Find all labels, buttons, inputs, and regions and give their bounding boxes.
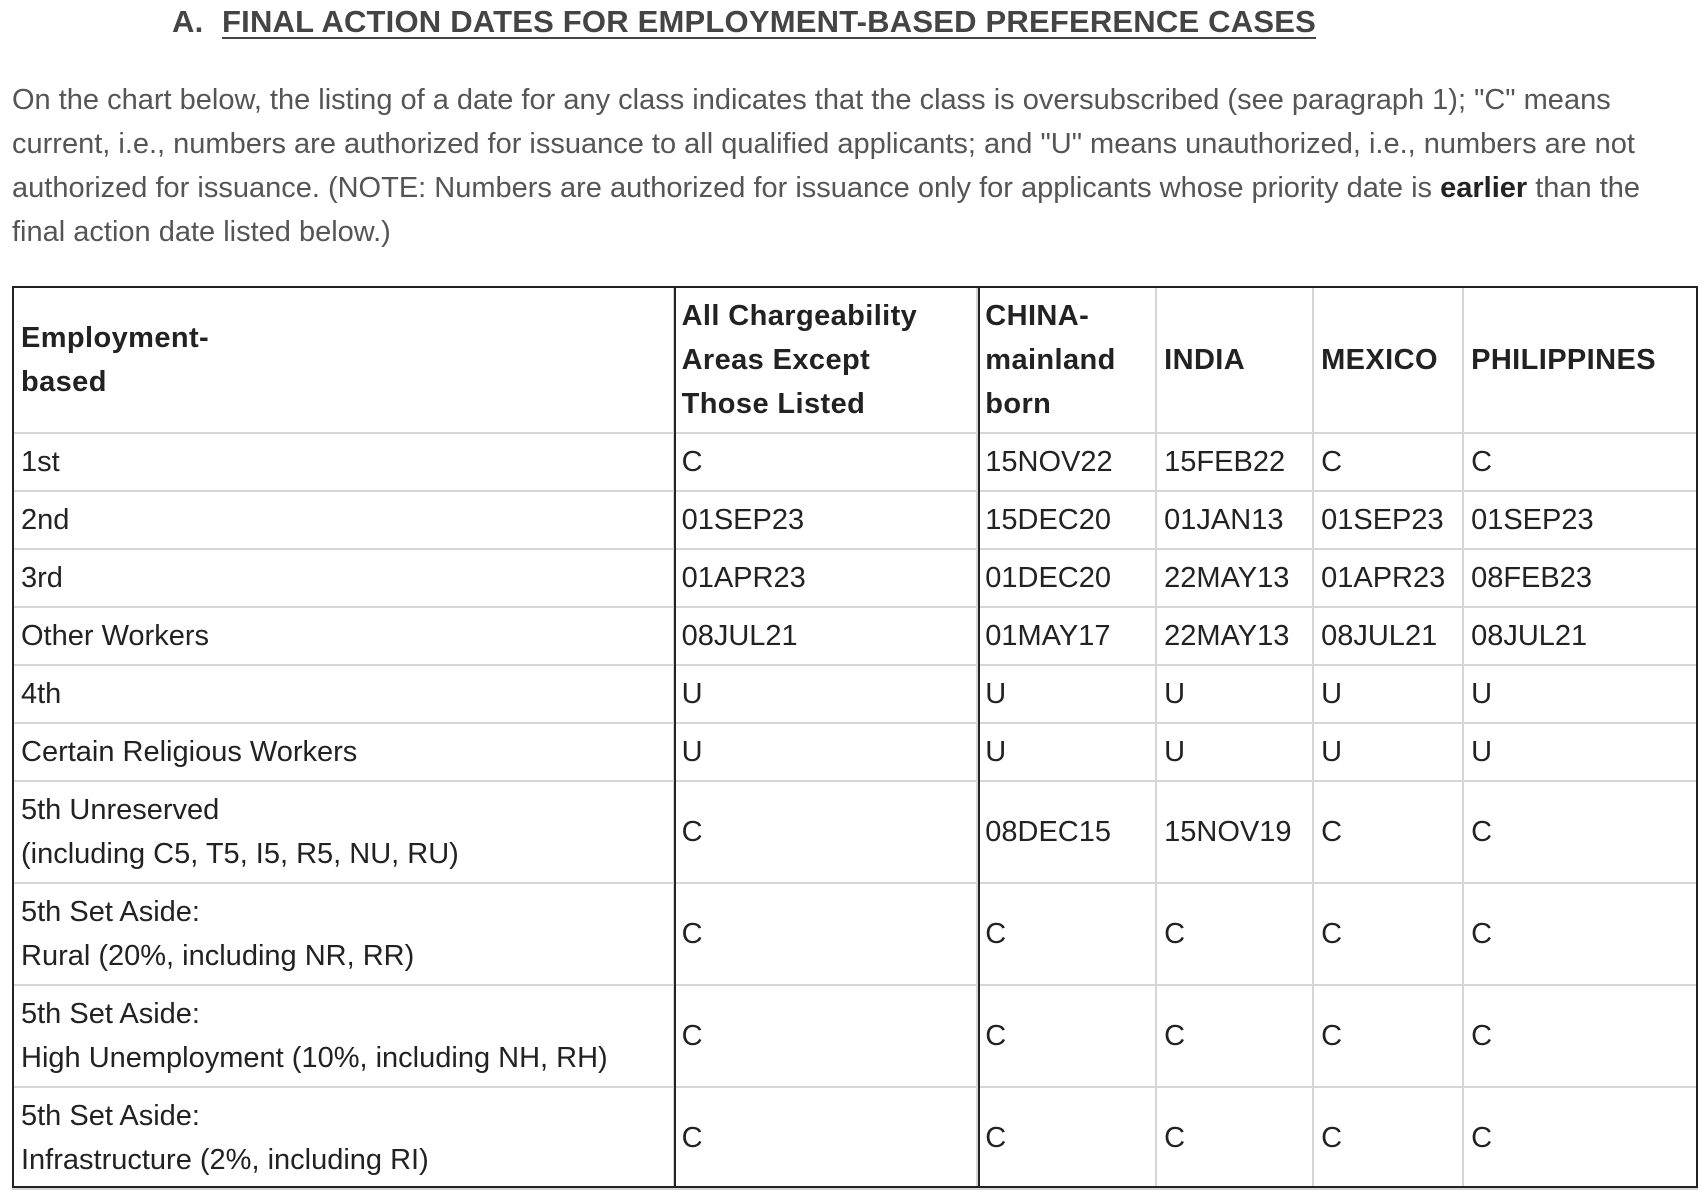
date-cell: C bbox=[1313, 781, 1463, 883]
header-line: born bbox=[985, 388, 1052, 420]
table-body bbox=[13, 433, 1697, 1189]
header-line: Areas Except bbox=[681, 344, 871, 376]
date-cell: U bbox=[1463, 665, 1697, 723]
header-line: All Chargeability bbox=[681, 300, 918, 332]
date-cell: 01SEP23 bbox=[1463, 491, 1697, 549]
category-line: 5th Unreserved bbox=[21, 794, 220, 826]
date-cell: C bbox=[674, 781, 978, 883]
date-cell: 08JUL21 bbox=[1313, 607, 1463, 665]
date-cell: C bbox=[674, 883, 978, 985]
header-philippines bbox=[1463, 287, 1697, 433]
category-line: 1st bbox=[21, 446, 60, 478]
date-cell: C bbox=[1313, 1087, 1463, 1189]
date-cell: C bbox=[1156, 985, 1313, 1087]
table-row bbox=[13, 883, 1697, 985]
date-cell: 15DEC20 bbox=[977, 491, 1156, 549]
table-row bbox=[13, 433, 1697, 491]
date-cell: C bbox=[674, 985, 978, 1087]
date-cell: 08JUL21 bbox=[1463, 607, 1697, 665]
category-cell bbox=[13, 549, 674, 607]
header-line: Employment- bbox=[21, 322, 210, 354]
category-line: Certain Religious Workers bbox=[21, 736, 358, 768]
date-cell: C bbox=[1313, 433, 1463, 491]
category-cell bbox=[13, 607, 674, 665]
date-cell: 01SEP23 bbox=[674, 491, 978, 549]
date-cell: 15FEB22 bbox=[1156, 433, 1313, 491]
date-cell: 08FEB23 bbox=[1463, 549, 1697, 607]
date-cell: C bbox=[1463, 883, 1697, 985]
section-heading bbox=[172, 4, 1316, 40]
intro-bold-word: earlier bbox=[1440, 172, 1528, 204]
table-row bbox=[13, 1087, 1697, 1189]
category-line: 3rd bbox=[21, 562, 63, 594]
date-cell: C bbox=[977, 883, 1156, 985]
header-india bbox=[1156, 287, 1313, 433]
date-cell: U bbox=[977, 723, 1156, 781]
table-row bbox=[13, 549, 1697, 607]
date-cell: C bbox=[1463, 781, 1697, 883]
header-line: Those Listed bbox=[681, 388, 866, 420]
category-cell bbox=[13, 781, 674, 883]
intro-text-part1: On the chart below, the listing of a date for any class indicates that the class is oversubscribed (see paragraph 1); "C" means current, i.e., numbers are authorized for issuance to all qualified applicants; and "U" means unauthorized, i.e., numbers are not authorized for issuance. (NOTE: Numbers are authorized for issuance only for applicants whose priority date is bbox=[12, 84, 1635, 204]
date-cell: U bbox=[674, 723, 978, 781]
table-row bbox=[13, 607, 1697, 665]
date-cell: C bbox=[674, 1087, 978, 1189]
category-line: 5th Set Aside: bbox=[21, 896, 200, 928]
category-line: Infrastructure (2%, including RI) bbox=[21, 1144, 429, 1176]
date-cell: U bbox=[1463, 723, 1697, 781]
category-line: Rural (20%, including NR, RR) bbox=[21, 940, 415, 972]
date-cell: C bbox=[977, 985, 1156, 1087]
header-china bbox=[977, 287, 1156, 433]
category-cell bbox=[13, 433, 674, 491]
header-row bbox=[13, 287, 1697, 433]
header-all-chargeability bbox=[674, 287, 978, 433]
table-row bbox=[13, 491, 1697, 549]
header-line: MEXICO bbox=[1321, 344, 1438, 376]
section-title: FINAL ACTION DATES FOR EMPLOYMENT-BASED PREFERENCE CASES bbox=[222, 4, 1316, 39]
date-cell: U bbox=[1156, 723, 1313, 781]
category-line: 2nd bbox=[21, 504, 70, 536]
date-cell: 08JUL21 bbox=[674, 607, 978, 665]
date-cell: 08DEC15 bbox=[977, 781, 1156, 883]
date-cell: C bbox=[1156, 1087, 1313, 1189]
category-cell bbox=[13, 985, 674, 1087]
header-line: mainland bbox=[985, 344, 1116, 376]
table-row bbox=[13, 723, 1697, 781]
date-cell: 01SEP23 bbox=[1313, 491, 1463, 549]
header-line: based bbox=[21, 366, 107, 398]
date-cell: 15NOV19 bbox=[1156, 781, 1313, 883]
category-line: Other Workers bbox=[21, 620, 210, 652]
category-cell bbox=[13, 883, 674, 985]
category-line: 5th Set Aside: bbox=[21, 998, 200, 1030]
date-cell: C bbox=[674, 433, 978, 491]
category-line: 4th bbox=[21, 678, 62, 710]
date-cell: 22MAY13 bbox=[1156, 607, 1313, 665]
date-cell: U bbox=[1156, 665, 1313, 723]
intro-paragraph bbox=[12, 78, 1692, 254]
date-cell: C bbox=[1463, 433, 1697, 491]
date-cell: C bbox=[1463, 1087, 1697, 1189]
date-cell: U bbox=[1313, 665, 1463, 723]
table-row bbox=[13, 985, 1697, 1087]
section-letter: A. bbox=[172, 4, 204, 39]
table-row bbox=[13, 781, 1697, 883]
date-cell: U bbox=[977, 665, 1156, 723]
category-line: High Unemployment (10%, including NH, RH) bbox=[21, 1042, 608, 1074]
date-cell: 01APR23 bbox=[674, 549, 978, 607]
category-cell bbox=[13, 723, 674, 781]
date-cell: 01MAY17 bbox=[977, 607, 1156, 665]
date-cell: C bbox=[977, 1087, 1156, 1189]
header-line: INDIA bbox=[1164, 344, 1246, 376]
date-cell: U bbox=[674, 665, 978, 723]
table-row bbox=[13, 665, 1697, 723]
date-cell: U bbox=[1313, 723, 1463, 781]
category-cell bbox=[13, 665, 674, 723]
date-cell: C bbox=[1156, 883, 1313, 985]
header-line: CHINA- bbox=[985, 300, 1090, 332]
final-action-dates-table bbox=[12, 286, 1698, 1190]
date-cell: 15NOV22 bbox=[977, 433, 1156, 491]
date-cell: 22MAY13 bbox=[1156, 549, 1313, 607]
date-cell: C bbox=[1313, 883, 1463, 985]
header-line: PHILIPPINES bbox=[1471, 344, 1656, 376]
category-cell bbox=[13, 1087, 674, 1189]
intro-text-part2: than the final action date listed below.) bbox=[12, 172, 1641, 248]
header-employment-based bbox=[13, 287, 674, 433]
category-line: 5th Set Aside: bbox=[21, 1100, 200, 1132]
date-cell: C bbox=[1463, 985, 1697, 1087]
date-cell: C bbox=[1313, 985, 1463, 1087]
date-cell: 01APR23 bbox=[1313, 549, 1463, 607]
date-cell: 01JAN13 bbox=[1156, 491, 1313, 549]
header-mexico bbox=[1313, 287, 1463, 433]
date-cell: 01DEC20 bbox=[977, 549, 1156, 607]
category-cell bbox=[13, 491, 674, 549]
category-line: (including C5, T5, I5, R5, NU, RU) bbox=[21, 838, 459, 870]
